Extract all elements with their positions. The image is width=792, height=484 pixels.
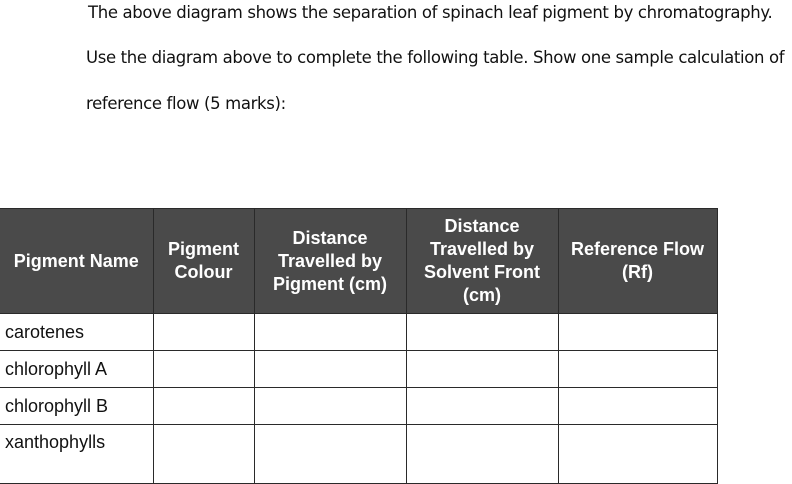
instruction-line-3: reference flow (5 marks): (86, 94, 286, 113)
header-row (0, 209, 717, 314)
cell-distance-solvent[interactable] (406, 351, 558, 388)
table-row (0, 314, 717, 351)
instruction-line-2: Use the diagram above to complete the following table. Show one sample calculation of (86, 48, 785, 67)
cell-reference-flow[interactable] (558, 388, 717, 425)
pigment-table-container (0, 208, 718, 484)
cell-distance-pigment[interactable] (254, 388, 406, 425)
cell-pigment-colour[interactable] (153, 351, 254, 388)
cell-pigment-colour[interactable] (153, 425, 254, 484)
cell-distance-pigment[interactable] (254, 314, 406, 351)
cell-pigment-name: carotenes (0, 314, 153, 351)
cell-pigment-colour[interactable] (153, 388, 254, 425)
cell-reference-flow[interactable] (558, 314, 717, 351)
header-distance-pigment: Distance Travelled by Pigment (cm) (254, 209, 406, 314)
table-row (0, 425, 717, 484)
cell-pigment-name: chlorophyll A (0, 351, 153, 388)
cell-pigment-name: chlorophyll B (0, 388, 153, 425)
pigment-table (0, 208, 718, 484)
table-header (0, 209, 717, 314)
cell-pigment-name: xanthophylls (0, 425, 153, 484)
cell-reference-flow[interactable] (558, 351, 717, 388)
table-body (0, 314, 717, 484)
table-row (0, 351, 717, 388)
cell-distance-solvent[interactable] (406, 425, 558, 484)
header-pigment-colour: Pigment Colour (153, 209, 254, 314)
cell-distance-solvent[interactable] (406, 314, 558, 351)
cell-reference-flow[interactable] (558, 425, 717, 484)
cell-distance-pigment[interactable] (254, 351, 406, 388)
cell-distance-pigment[interactable] (254, 425, 406, 484)
cell-pigment-colour[interactable] (153, 314, 254, 351)
cell-distance-solvent[interactable] (406, 388, 558, 425)
instruction-line-1: The above diagram shows the separation of spinach leaf pigment by chromatography. (88, 3, 773, 22)
table-row (0, 388, 717, 425)
header-reference-flow: Reference Flow (Rf) (558, 209, 717, 314)
header-distance-solvent: Distance Travelled by Solvent Front (cm) (406, 209, 558, 314)
instructions-block (0, 0, 792, 200)
header-pigment-name: Pigment Name (0, 209, 153, 314)
